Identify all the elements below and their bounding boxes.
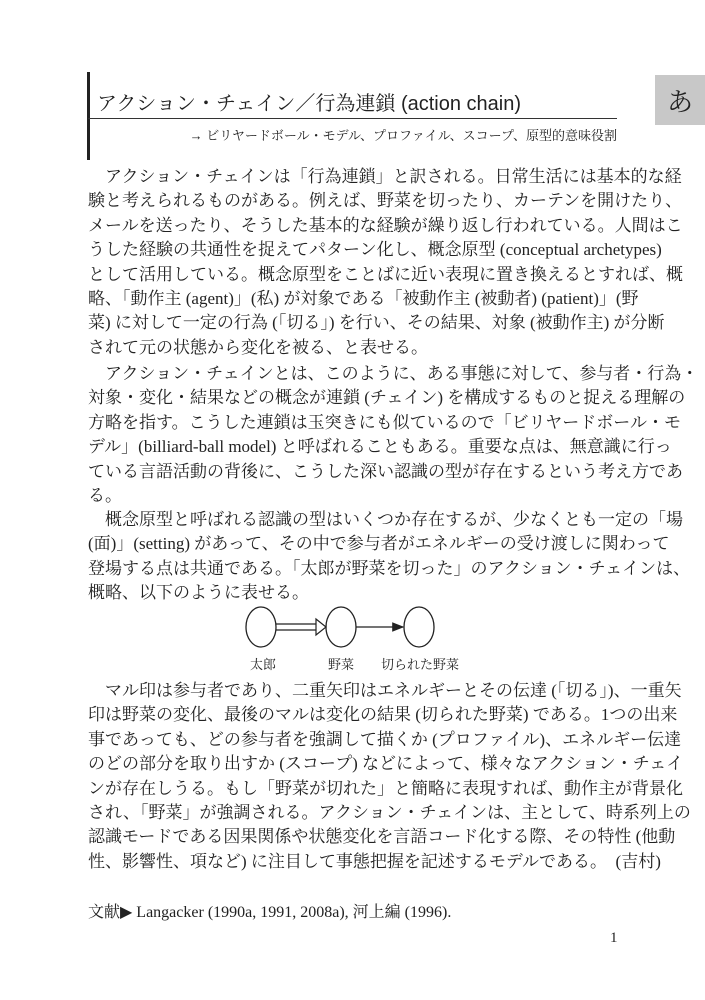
text-segment: ) などによって、様々なアクション・チェイ [352,754,684,774]
paragraph-1-line [88,288,639,310]
paragraph-3-line [88,533,670,555]
text-segment: る。 [88,486,122,505]
paragraph-1-line [88,264,683,286]
text-segment: 菜) に対して一定の行為 (「切る」) を行い、その結果、対象 (被動作主) が分断 [88,313,665,333]
double-arrow-energy-transfer [276,619,326,635]
paragraph-1-line [88,239,662,261]
text-segment: 験と考えられるものがある。例えば、野菜を切ったり、カーテンを開けたり、 [88,191,683,211]
text-segment: のどの部分を取り出すか ( [88,754,285,774]
paragraph-2-line [88,436,672,458]
paragraph-3-line [88,509,683,531]
text-segment: メールを送ったり、そうした基本的な経験が繰り返し行われている。人間はこ [88,215,683,235]
result-circle-cut-vegetable [404,607,434,647]
key-term: プロファイル [437,729,540,749]
text-segment: うした経験の共通性を捉えてパターン化し、概念原型 (conceptual archetypes) [88,240,662,260]
text-segment: 方略を指す。こうした連鎖は玉突きにも似ているので「 [88,412,512,432]
key-term: デル [88,437,122,457]
text-segment: (面)」(setting) があって、その中で参与者がエネルギーの受け渡しに関わって [88,534,670,554]
key-term: ビリヤードボール・モ [511,412,681,432]
paragraph-4-line [88,680,682,702]
text-segment: に対して、 [494,364,580,383]
paragraph-2-line [88,363,699,385]
text-segment: アクション・チェインとは、このように、ある [105,364,461,383]
entry-title: アクション・チェイン／行為連鎖 (action chain) [97,93,522,115]
page-number: 1 [610,930,618,946]
index-tab: あ [655,75,705,125]
text-segment: 概念原型と呼ばれる認識の型はいくつか存在するが、少なくとも一定の「場 [105,510,683,529]
paragraph-2-line [88,412,681,434]
paragraph-1-line [88,312,665,334]
paragraph-4-line [88,851,661,873]
paragraph-1-line [88,190,683,212]
text-segment: マル印は参与者であり、二重矢印はエネルギーとその伝達 (「切る」)、一重矢 [105,681,682,700]
text-segment: され、「野菜」が強調される。アクション・チェインは、主として、時系列上の [88,803,691,822]
paragraph-4-line [88,778,683,800]
diagram-label-taro: 太郎 [249,657,277,672]
text-segment: )、エネルギー伝達 [539,729,682,749]
references: 文献▶ Langacker (1990a, 1991, 2008a), 河上編 (1996). [88,904,452,921]
text-segment: 登場する点は共通である。「太郎が野菜を切った」のアクション・チェインは、 [88,558,691,578]
title-divider [88,118,617,119]
paragraph-1-line [88,215,683,237]
text-segment: 認識モードである因果関係や状態変化を言語コード化する際、その特性 (他動 [88,827,676,847]
key-term: 事態 [460,364,495,383]
paragraph-1-line [88,337,617,359]
see-also-references: → ビリヤードボール・モデル、プロファイル、スコープ、原型的意味役割 [189,128,617,143]
text-segment: として活用している。概念原型をことばに近い表現に置き換えるとすれば、概 [88,264,683,284]
text-segment: ンが存在しうる。もし「野菜が切れた」と簡略に表現すれば、動作主が背景化 [88,778,683,798]
paragraph-2-line [88,387,686,409]
key-term: 参与者 [579,364,631,383]
paragraph-4-line [88,729,682,751]
key-term: スコープ [284,754,353,774]
text-segment: ている言語活動の背後に、こうした深い認識の型が存在するという考え方であ [88,461,683,481]
paragraph-2-line [88,461,683,483]
paragraph-4-line [88,802,691,824]
text-segment: 略、「動作主 (agent)」(私) が対象である「被動作主 (被動者) (patient)」(野 [88,289,639,308]
paragraph-4-line [88,826,676,848]
paragraph-1-line [88,166,682,188]
participant-circle-taro [246,607,276,647]
text-segment: ・行為・ [630,364,699,383]
text-segment: 性、影響性、項など) に注目して事態把握を記述するモデルである。 (吉村) [88,851,661,871]
paragraph-4-line [88,753,684,775]
participant-circle-vegetable [326,607,356,647]
text-segment: 事であっても、どの参与者を強調して描くか ( [88,729,438,749]
diagram-label-cut-vegetable: 切られた野菜 [380,657,460,672]
diagram-label-vegetable: 野菜 [327,657,355,672]
text-segment: されて元の状態から変化を被る、と表せる。 [88,337,428,357]
paragraph-2-line [88,485,617,507]
entry-margin-bar [87,72,90,160]
text-segment: 概略、以下のように表せる。 [88,583,309,603]
text-segment: アクション・チェインは「行為連鎖」と訳される。日常生活には基本的な経 [105,167,682,186]
text-segment: 対象・変化・結果などの概念が連鎖 (チェイン) を構成するものと捉える理解の [88,388,686,408]
paragraph-3-line [88,558,691,580]
text-segment: 」(billiard-ball model) と呼ばれることもある。重要な点は、無意識に行っ [121,437,672,457]
text-segment: 印は野菜の変化、最後のマルは変化の結果 (切られた野菜) である。1つの出来 [88,705,678,725]
paragraph-4-line [88,704,678,726]
